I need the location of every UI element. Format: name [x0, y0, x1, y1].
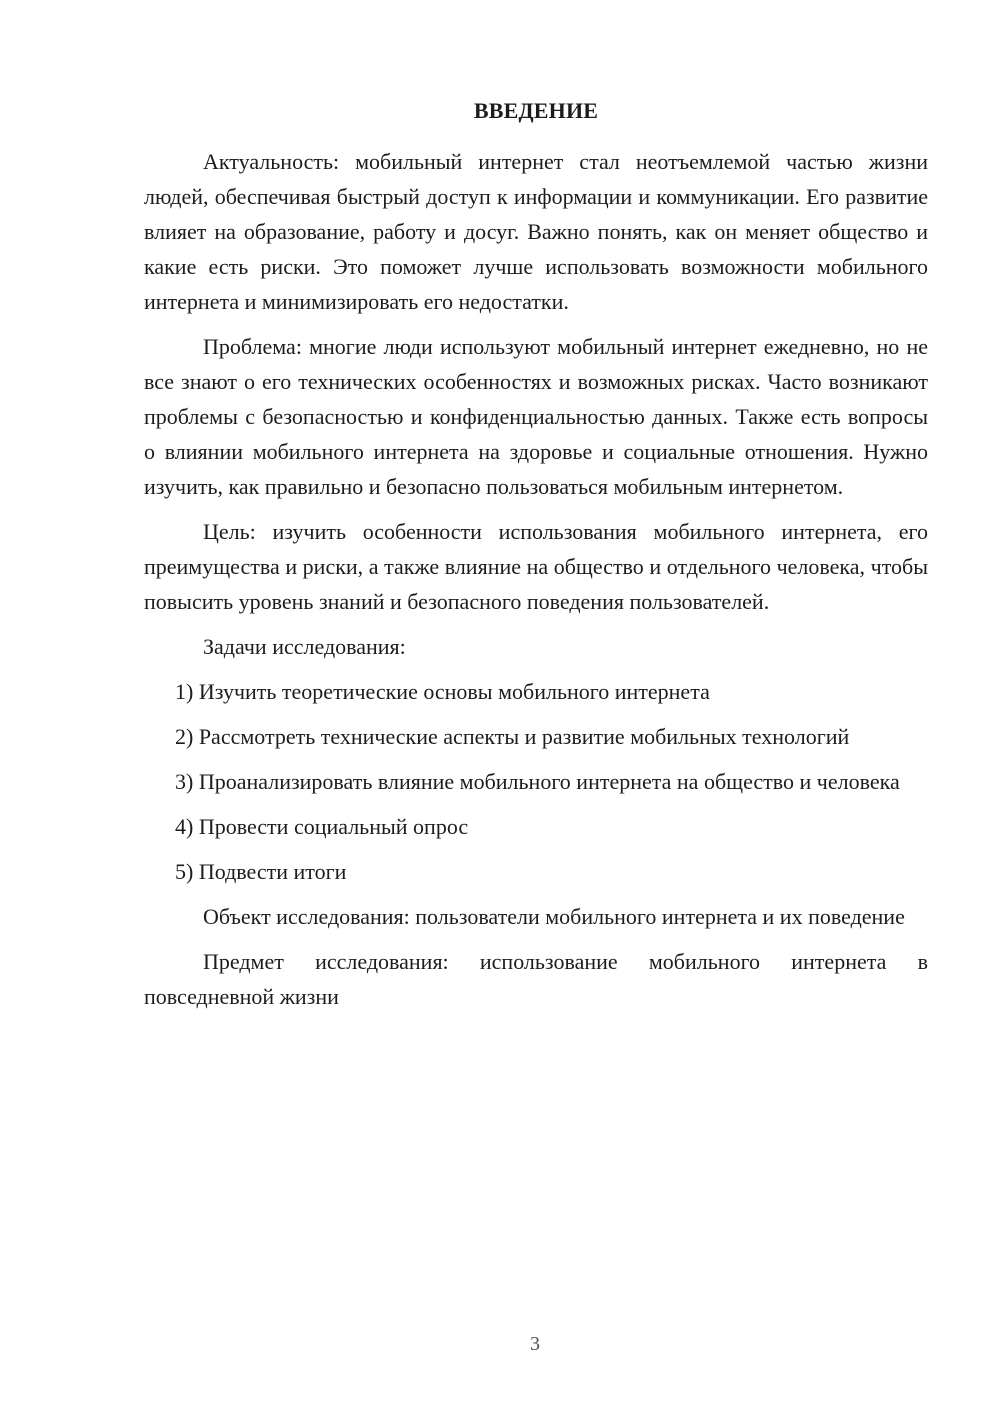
- paragraph-relevance: Актуальность: мобильный интернет стал неотъемлемой частью жизни людей, обеспечивая быстрый доступ к информации и коммуникации. Его развитие влияет на образование, работу и досуг. Важно понять, как он меняет общество и какие есть риски. Это поможет лучше использовать возможности мобильного интернета и минимизировать его недостатки.: [144, 149, 928, 314]
- page-title: ВВЕДЕНИЕ: [473, 98, 599, 123]
- paragraph-subject: Предмет исследования: использование мобильного интернета в повседневной жизни: [144, 949, 928, 1009]
- task-item: 5) Подвести итоги: [175, 859, 347, 884]
- document-page: [144, 96, 928, 1024]
- task-item: 3) Проанализировать влияние мобильного интернета на общество и человека: [175, 769, 900, 794]
- paragraph-problem: Проблема: многие люди используют мобильный интернет ежедневно, но не все знают о его технических особенностях и возможных рисках. Часто возникают проблемы с безопасностью и конфиденциальностью данных. Также есть вопросы о влиянии мобильного интернета на здоровье и социальные отношения. Нужно изучить, как правильно и безопасно пользоваться мобильным интернетом.: [144, 334, 928, 499]
- task-item: 2) Рассмотреть технические аспекты и развитие мобильных технологий: [175, 724, 850, 749]
- task-item: 1) Изучить теоретические основы мобильного интернета: [175, 679, 710, 704]
- paragraph-goal: Цель: изучить особенности использования мобильного интернета, его преимущества и риски, а также влияние на общество и отдельного человека, чтобы повысить уровень знаний и безопасного поведения пользователей.: [144, 519, 928, 614]
- tasks-heading: Задачи исследования:: [203, 634, 406, 659]
- page-number: 3: [530, 1333, 540, 1355]
- task-item: 4) Провести социальный опрос: [175, 814, 469, 839]
- paragraph-object: Объект исследования: пользователи мобильного интернета и их поведение: [203, 904, 905, 929]
